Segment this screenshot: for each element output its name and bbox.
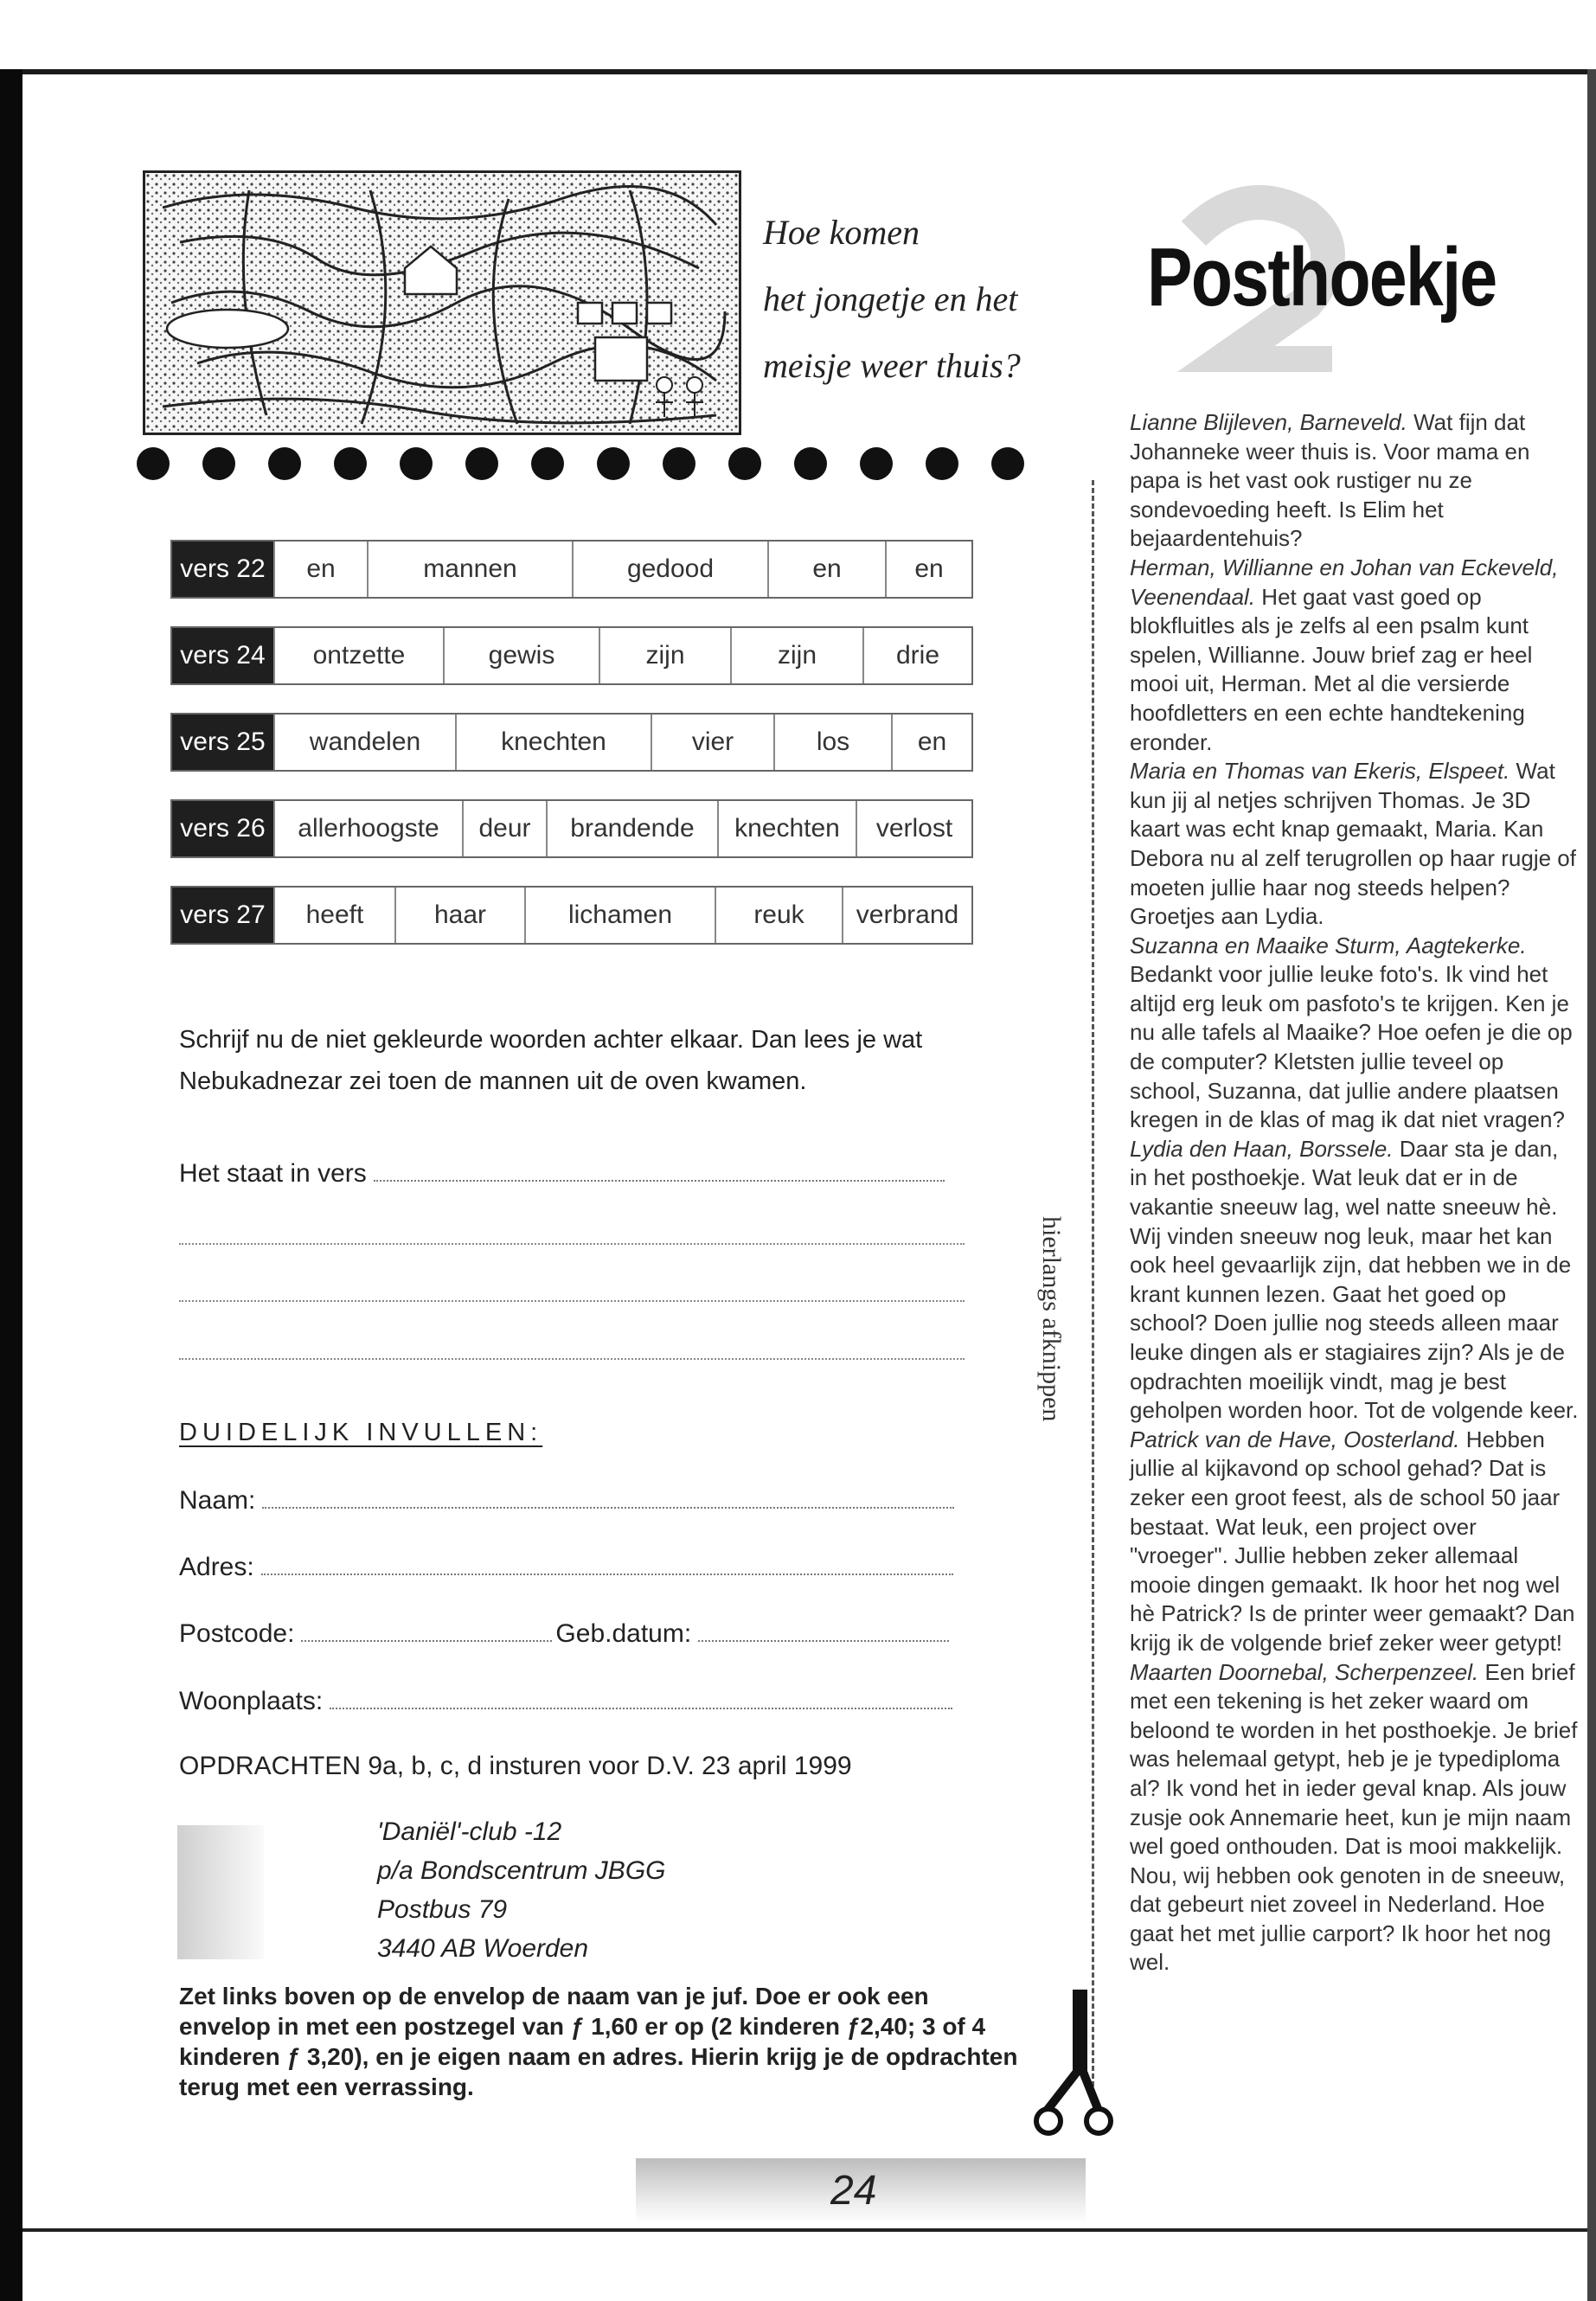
verse-word: knechten	[717, 801, 856, 856]
verse-word: lichamen	[524, 888, 715, 943]
verse-word: deur	[462, 801, 546, 856]
address-label: Adres:	[179, 1553, 254, 1581]
verse-word: heeft	[273, 888, 394, 943]
verse-label: vers 26	[172, 801, 273, 856]
answer-line[interactable]	[179, 1243, 965, 1245]
dot	[268, 447, 301, 480]
verse-word: reuk	[715, 888, 842, 943]
dot	[137, 447, 170, 480]
verse-word: knechten	[455, 715, 651, 770]
letter-entry	[1130, 1135, 1580, 1426]
dot	[202, 447, 235, 480]
verse-word: verbrand	[842, 888, 971, 943]
letter-sender: Lianne Blijleven, Barneveld.	[1130, 409, 1407, 435]
verse-word: zijn	[599, 628, 730, 683]
birthdate-label: Geb.datum:	[555, 1619, 692, 1648]
question-line: Hoe komen	[763, 213, 920, 252]
maze-illustration	[143, 170, 741, 435]
city-line	[330, 1708, 952, 1709]
envelope-graphic	[177, 1825, 264, 1959]
letter-text: Een brief met een tekening is het zeker waard om beloond te worden in het posthoekje. Je brief was helemaal getypt, heb je je typediploma al? Ik vond het in ieder geval knap. Als jouw zusje ook Annemarie heet, kun je mijn naam wel goed onthouden. Dat is mooi makkelijk. Nou, wij hebben ook genoten in de sneeuw, dat gebeurt niet zoveel in Nederland. Hoe gaat het met jullie carport? Ik hoor het nog wel.	[1130, 1658, 1578, 1976]
verse-word: en	[767, 542, 885, 597]
verse-word: en	[891, 715, 971, 770]
letter-text: Het gaat vast goed op blokfluitles als je zelfs al een psalm kunt spelen, Willianne. Jouw brief zag er heel mooi uit, Herman. Met al die versierde hoofdletters en een echte handtekening eronder.	[1130, 583, 1533, 755]
letter-sender: Lydia den Haan, Borssele.	[1130, 1135, 1394, 1162]
scan-edge-right	[1587, 69, 1596, 2301]
answer-line[interactable]	[179, 1300, 965, 1302]
envelope-note: Zet links boven op de envelop de naam van je juf. Doe er ook een envelop in met een postzegel van ƒ 1,60 er op (2 kinderen ƒ2,40; 3 of 4 kinderen ƒ 3,20), en je eigen naam en adres. Hierin krijg je de opdrachten terug met een verrassing.	[179, 1983, 1018, 2100]
mail-address	[377, 1812, 666, 1968]
scan-edge-left	[0, 69, 22, 2301]
letter-entry	[1130, 1658, 1580, 1978]
verse-row	[170, 886, 973, 945]
verse-word: mannen	[367, 542, 572, 597]
verse-label: vers 22	[172, 542, 273, 597]
verse-row	[170, 799, 973, 858]
verse-label: vers 25	[172, 715, 273, 770]
deadline-text: OPDRACHTEN 9a, b, c, d insturen voor D.V. 23 april 1999	[179, 1752, 852, 1780]
dot	[465, 447, 498, 480]
birthdate-line	[698, 1640, 949, 1642]
letter-text: Bedankt voor jullie leuke foto's. Ik vind het altijd erg leuk om pasfoto's te krijgen. Ken je nu alle tafels al Maaike? Hoe oefen je die op de computer? Kletsten jullie teveel op school, Suzanna, dat jullie andere plaatsen kregen in de klas of mag ik dat niet vragen?	[1130, 961, 1573, 1133]
maze-question	[763, 199, 1092, 399]
letter-sender: Maria en Thomas van Ekeris, Elspeet.	[1130, 758, 1510, 785]
instruction-text: Schrijf nu de niet gekleurde woorden achter elkaar. Dan lees je wat Nebukadnezar zei toen de mannen uit de oven kwamen.	[179, 1026, 923, 1095]
verse-row	[170, 713, 973, 772]
verse-word: zijn	[730, 628, 862, 683]
address-line: Postbus 79	[377, 1895, 508, 1924]
verse-word: gedood	[572, 542, 767, 597]
dot	[926, 447, 958, 480]
postcode-field[interactable]	[179, 1619, 949, 1649]
postcode-line	[301, 1640, 552, 1642]
dot	[597, 447, 630, 480]
verse-word: gewis	[443, 628, 599, 683]
dot	[334, 447, 367, 480]
verse-word: los	[773, 715, 891, 770]
verse-answer-field[interactable]	[179, 1159, 945, 1189]
letter-entry	[1130, 932, 1580, 1135]
city-field[interactable]	[179, 1687, 952, 1716]
dot	[663, 447, 695, 480]
letter-entry	[1130, 408, 1580, 554]
letter-sender: Patrick van de Have, Oosterland.	[1130, 1426, 1460, 1452]
verse-row	[170, 626, 973, 685]
scan-edge-bottom	[22, 2228, 1587, 2232]
question-line: meisje weer thuis?	[763, 346, 1021, 385]
verse-word: allerhoogste	[273, 801, 462, 856]
dot	[794, 447, 827, 480]
address-line: 'Daniël'-club -12	[377, 1817, 562, 1846]
page-title: Posthoekje	[1147, 231, 1497, 324]
cut-label: hierlangs afknippen	[1014, 1211, 1066, 1273]
verse-label: vers 24	[172, 628, 273, 683]
letter-text: Wat fijn dat Johanneke weer thuis is. Voor mama en papa is het vast ook rustiger nu ze sondevoeding heeft. Is Elim het bejaardentehuis?	[1130, 409, 1530, 552]
verse-label: vers 27	[172, 888, 273, 943]
address-line: p/a Bondscentrum JBGG	[377, 1856, 666, 1885]
verse-word: drie	[862, 628, 971, 683]
scissors-icon	[1029, 1990, 1116, 2137]
page-number: 24	[830, 2168, 877, 2214]
verse-word: ontzette	[273, 628, 443, 683]
letter-text: Wat kun jij al netjes schrijven Thomas. Je 3D kaart was echt knap gemaakt, Maria. Kan Debora nu al zelf terugrollen op haar rugje of moeten jullie haar nog steeds helpen? Groetjes aan Lydia.	[1130, 758, 1576, 930]
dot	[991, 447, 1024, 480]
verse-word: en	[273, 542, 367, 597]
verse-prompt-label: Het staat in vers	[179, 1159, 367, 1188]
address-line	[261, 1574, 953, 1575]
letter-sender: Suzanna en Maaike Sturm, Aagtekerke.	[1130, 932, 1527, 958]
question-line: het jongetje en het	[763, 279, 1018, 318]
letter-entry	[1130, 757, 1580, 932]
verse-word: brandende	[546, 801, 717, 856]
verse-word: en	[885, 542, 971, 597]
letter-sender: Maarten Doornebal, Scherpenzeel.	[1130, 1658, 1479, 1685]
scan-edge-top	[22, 69, 1596, 74]
letter-entry	[1130, 1426, 1580, 1658]
letter-sender: Herman, Willianne en Johan van Eckeveld, Veenendaal.	[1130, 554, 1559, 610]
address-field[interactable]	[179, 1553, 953, 1582]
verse-word: vier	[651, 715, 773, 770]
dot	[728, 447, 761, 480]
verse-row	[170, 540, 973, 599]
form-heading: DUIDELIJK INVULLEN:	[179, 1419, 543, 1446]
answer-line	[374, 1180, 945, 1182]
name-label: Naam:	[179, 1486, 256, 1515]
name-field[interactable]	[179, 1486, 954, 1516]
posthoekje-letters	[1130, 408, 1580, 1977]
letter-text: Daar sta je dan, in het posthoekje. Wat leuk dat er in de vakantie sneeuw lag, wel natte sneeuw hè. Wij vinden sneeuw nog leuk, maar het kan ook heel gevaarlijk zijn, dat hebben we in de krant kunnen lezen. Gaat het goed op school? Doen jullie nog steeds alleen maar leuke dingen als er stagiaires zijn? Als je de opdrachten moeilijk vindt, mag je best geholpen worden hoor. Tot de volgende keer.	[1130, 1135, 1579, 1424]
letter-entry	[1130, 554, 1580, 757]
dot-divider	[137, 447, 1024, 480]
dot	[860, 447, 893, 480]
name-line	[262, 1507, 954, 1509]
dot	[531, 447, 564, 480]
city-label: Woonplaats:	[179, 1687, 324, 1715]
address-line: 3440 AB Woerden	[377, 1934, 589, 1963]
cut-line	[1092, 480, 1094, 2102]
dot	[400, 447, 433, 480]
answer-line[interactable]	[179, 1358, 965, 1360]
postcode-label: Postcode:	[179, 1619, 295, 1648]
letter-text: Hebben jullie al kijkavond op school gehad? Dat is zeker een groot feest, als de school 50 jaar bestaat. Wat leuk, een project over "vroeger". Jullie hebben zeker allemaal mooie dingen gemaakt. Ik hoor het nog wel hè Patrick? Is de printer weer gemaakt? Dan krijg ik de volgende brief zeker weer getypt!	[1130, 1426, 1575, 1656]
verse-word: haar	[394, 888, 524, 943]
verse-word: verlost	[856, 801, 971, 856]
verse-word: wandelen	[273, 715, 455, 770]
